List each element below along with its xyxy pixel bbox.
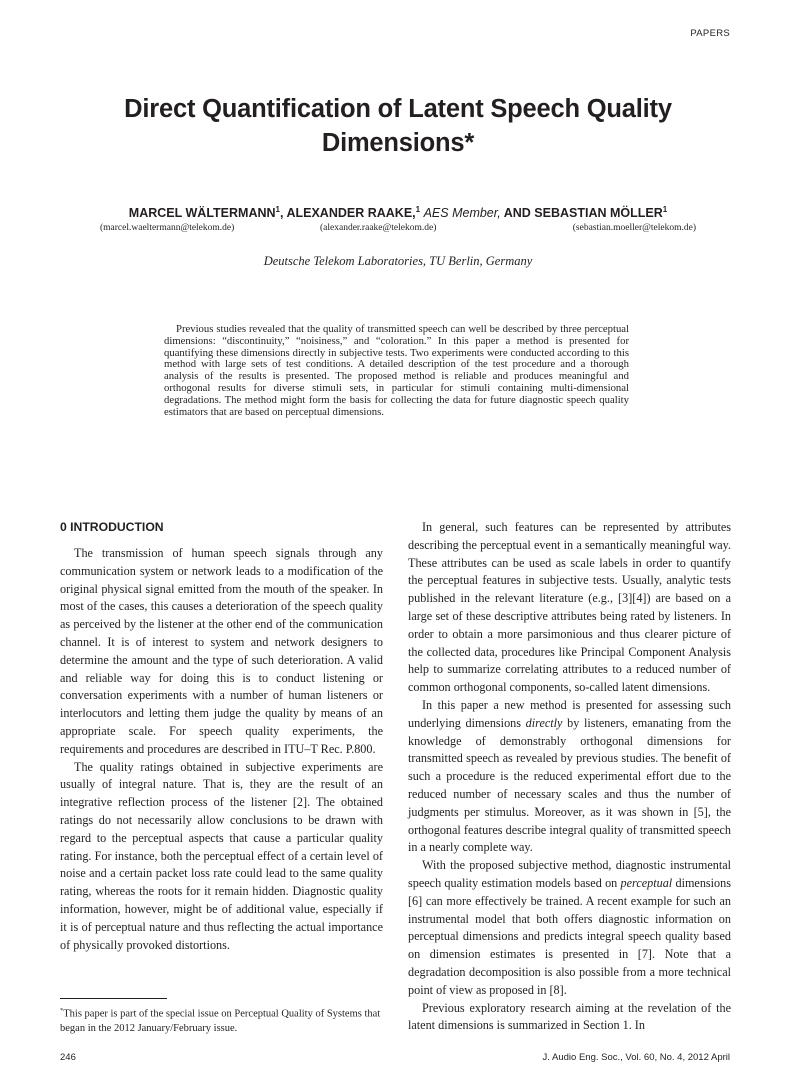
paragraph: [408, 857, 731, 999]
footnote-rule: [60, 998, 167, 999]
text-run: by listeners, emanating from the knowledge of demonstrably orthogonal dimensions for transmitted speech as revealed by previous studies. The benefit of such a procedure is the reduced experimental effort due to the reduced number of necessary scales and thus the number of judgments per stimulus. Moreover, as it was shown in [5], the orthogonal features describe integral quality of transmitted speech in a nearly complete way.: [408, 715, 731, 855]
left-column: [60, 519, 383, 954]
author-line: MARCEL WÄLTERMANN$^1$, ALEXANDER RAAKE,$^1$ AES Member, AND SEBASTIAN MÖLLER$^1$: [128, 205, 668, 221]
footnote-mark: *: [60, 1007, 64, 1014]
author-3-affil: 1: [662, 205, 668, 214]
paragraph: [408, 697, 731, 857]
email-3[interactable]: (sebastian.moeller@telekom.de): [572, 223, 696, 233]
text-run: dimensions [6] can more effectively be trained. A recent example for such an instrumental model that both offers diagnostic information on perceptual dimensions and predicts integral speech quality based on dimension estimates is presented in [7]. Note that a degradation decomposition is also possible from a more technical point of view as proposed in [8].: [408, 875, 731, 997]
section-tag: PAPERS: [690, 28, 730, 39]
email-1[interactable]: (marcel.waeltermann@telekom.de): [100, 223, 235, 233]
emphasis: directly: [525, 715, 563, 730]
abstract: [164, 324, 629, 418]
email-2[interactable]: (alexander.raake@telekom.de): [320, 223, 437, 233]
paper-title: [60, 92, 736, 160]
footnote-text: This paper is part of the special issue on Perceptual Quality of Systems that began in the 2012 January/February issue.: [60, 1008, 381, 1034]
paragraph: Previous exploratory research aiming at the revelation of the latent dimensions is summarized in Section 1. In: [408, 1000, 731, 1033]
author-3: AND SEBASTIAN MÖLLER: [503, 206, 663, 221]
emphasis: perceptual: [620, 875, 673, 890]
abstract-text: Previous studies revealed that the quality of transmitted speech can well be described by three perceptual dimensions: “discontinuity,” “noisiness,” and “coloration.” In this paper a method is presented for quantifying these dimensions directly in subjective tests. Two experiments were conducted according to this method with large sets of test conditions. A detailed description of the test procedure and a thorough analysis of the results is presented. The proposed method is reliable and produces meaningful and orthogonal results for diverse stimuli sets, in particular for stimuli containing multi-dimensional degradations. The method might form the basis for collecting the data for future diagnostic speech quality estimators that are based on perceptual dimensions.: [164, 323, 629, 418]
title-line-1: Direct Quantification of Latent Speech Quality: [124, 95, 672, 123]
page-number: 246: [60, 1052, 76, 1063]
author-1-affil: 1: [275, 205, 280, 214]
author-2: ALEXANDER RAAKE,: [286, 206, 416, 221]
title-line-2: Dimensions*: [321, 129, 475, 157]
paragraph: The quality ratings obtained in subjective experiments are usually of integral nature. That is, they are the result of an integrative reflection process of the listener [2]. The obtained ratings do not necessarily allow conclusions to be drawn with regard to the perceptual aspects that cause a particular quality rating. For instance, both the perceptual effect of a certain level of noise and a certain packet loss rate could lead to the same quality rating, whereas the roots for it remain hidden. Diagnostic quality information, however, might be of additional value, especially if it is of perceptual nature and thus reflecting the actual importance of physically provoked distortions.: [60, 759, 383, 952]
author-2-affil: 1: [415, 205, 421, 214]
paragraph: In general, such features can be represented by attributes describing the perceptual event in a semantically meaningful way. These attributes can be used as scale labels in order to quantify the perceptual features in subjective tests. Usually, analytic tests published in the relevant literature (e.g., [3][4]) are based on a large set of these descriptive attributes being rated by listeners. In order to obtain a more parsimonious and thus clearer picture of the collected data, procedures like Principal Component Analysis help to summarize correlating attributes to a reduced number of common orthogonal components, so-called latent dimensions.: [408, 520, 731, 695]
author-1: MARCEL WÄLTERMANN: [128, 206, 276, 221]
right-column: [408, 519, 731, 1035]
text-run: With the proposed subjective method, diagnostic instrumental speech quality estimation models based on: [408, 858, 731, 890]
footnote: [60, 1004, 383, 1036]
author-emails: [60, 223, 736, 237]
affiliation: Deutsche Telekom Laboratories, TU Berlin, Germany: [263, 254, 533, 268]
paragraph: The transmission of human speech signals through any communication system or network leads to a modification of the original physical signal emitted from the mouth of the speaker. In most of the cases, this causes a deterioration of the speech quality as perceived by the listener at the other end of the communication channel. It is of interest to system and network designers to determine the amount and the type of such deterioration. A valid and reliable way for doing this is to conduct listening or conversation experiments with a number of human listeners or interlocutors and letting them judge the quality by means of an appropriate scale. For speech quality experiments, the requirements and procedures are described in ITU–T Rec. P.800.: [60, 546, 383, 756]
aes-member-label: AES Member,: [423, 206, 501, 221]
text-run: In this paper a new method is presented for assessing such underlying dimensions: [408, 697, 731, 730]
section-heading-introduction: 0 INTRODUCTION: [60, 520, 164, 534]
journal-citation: J. Audio Eng. Soc., Vol. 60, No. 4, 2012 April: [542, 1052, 730, 1063]
